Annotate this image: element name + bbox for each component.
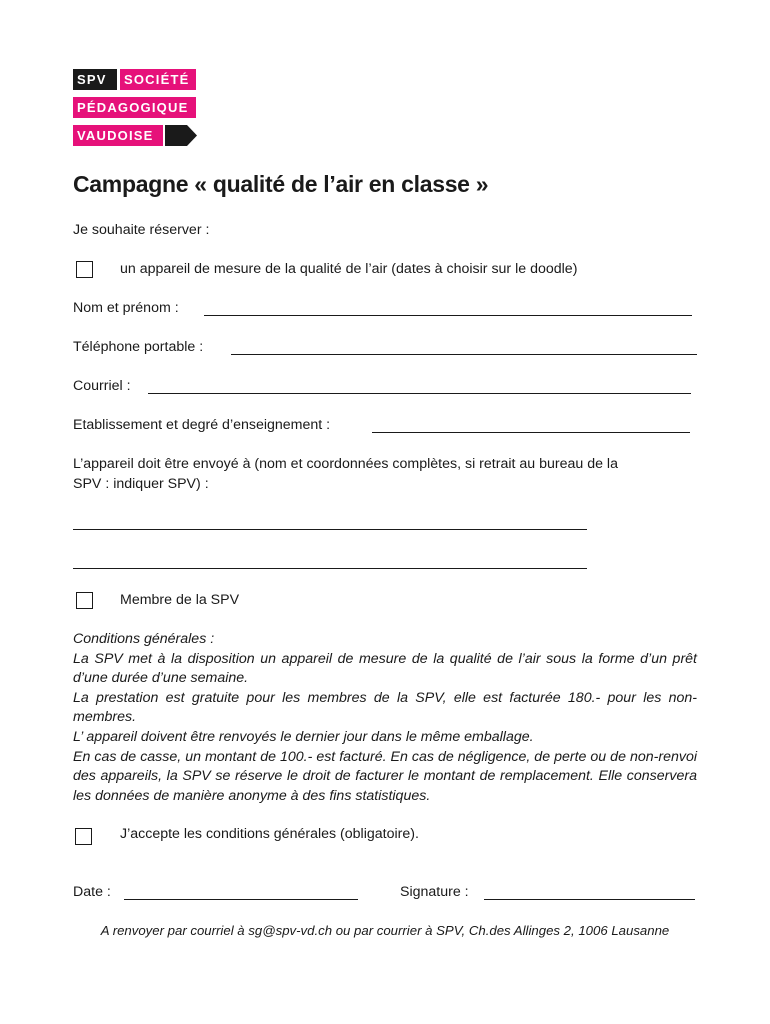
logo-arrow-icon — [165, 125, 197, 146]
name-field[interactable] — [204, 315, 692, 316]
logo-societe: SOCIÉTÉ — [120, 69, 196, 90]
name-label: Nom et prénom : — [73, 300, 179, 316]
accept-label: J’accepte les conditions générales (obligatoire). — [120, 826, 419, 842]
member-checkbox[interactable] — [76, 592, 93, 609]
accept-checkbox[interactable] — [75, 828, 92, 845]
school-field[interactable] — [372, 432, 690, 433]
school-label: Etablissement et degré d’enseignement : — [73, 417, 331, 433]
date-label: Date : — [73, 884, 111, 900]
date-field[interactable] — [124, 899, 358, 900]
address-instructions-1: L’appareil doit être envoyé à (nom et coordonnées complètes, si retrait au bureau de la — [73, 456, 618, 472]
address-instructions-2: SPV : indiquer SPV) : — [73, 476, 209, 492]
logo-pedagogique: PÉDAGOGIQUE — [73, 97, 196, 118]
email-field[interactable] — [148, 393, 691, 394]
conditions-paragraph-4: En cas de casse, un montant de 100.- est facturé. En cas de négligence, de perte ou de non-renvoi des appareils, la SPV se réserve le droit de facturer le montant de remplacement. Elle conservera les données de manière anonyme à des fins statistiques. — [73, 748, 697, 804]
logo-vaudoise: VAUDOISE — [73, 125, 163, 146]
device-checkbox[interactable] — [76, 261, 93, 278]
spv-logo — [73, 69, 203, 147]
return-instructions: A renvoyer par courriel à sg@spv-vd.ch ou par courrier à SPV, Ch.des Allinges 2, 1006 Lausanne — [100, 923, 670, 938]
logo-spv: SPV — [73, 69, 117, 90]
phone-field[interactable] — [231, 354, 697, 355]
conditions-paragraph-2: La prestation est gratuite pour les membres de la SPV, elle est facturée 180.- pour les non-membres. — [73, 689, 697, 726]
device-option-label: un appareil de mesure de la qualité de l’air (dates à choisir sur le doodle) — [120, 261, 578, 277]
address-field-1[interactable] — [73, 529, 587, 530]
conditions-heading: Conditions générales : — [73, 631, 215, 647]
signature-label: Signature : — [400, 884, 469, 900]
general-conditions — [73, 630, 697, 806]
address-field-2[interactable] — [73, 568, 587, 569]
phone-label: Téléphone portable : — [73, 339, 204, 355]
reserve-intro: Je souhaite réserver : — [73, 222, 210, 238]
member-label: Membre de la SPV — [120, 592, 240, 608]
signature-field[interactable] — [484, 899, 695, 900]
conditions-paragraph-1: La SPV met à la disposition un appareil de mesure de la qualité de l’air sous la forme d’un prêt d’une durée d’une semaine. — [73, 650, 697, 687]
page-title: Campagne « qualité de l’air en classe » — [73, 171, 489, 197]
conditions-paragraph-3: L’ appareil doivent être renvoyés le dernier jour dans le même emballage. — [73, 728, 534, 745]
email-label: Courriel : — [73, 378, 131, 394]
